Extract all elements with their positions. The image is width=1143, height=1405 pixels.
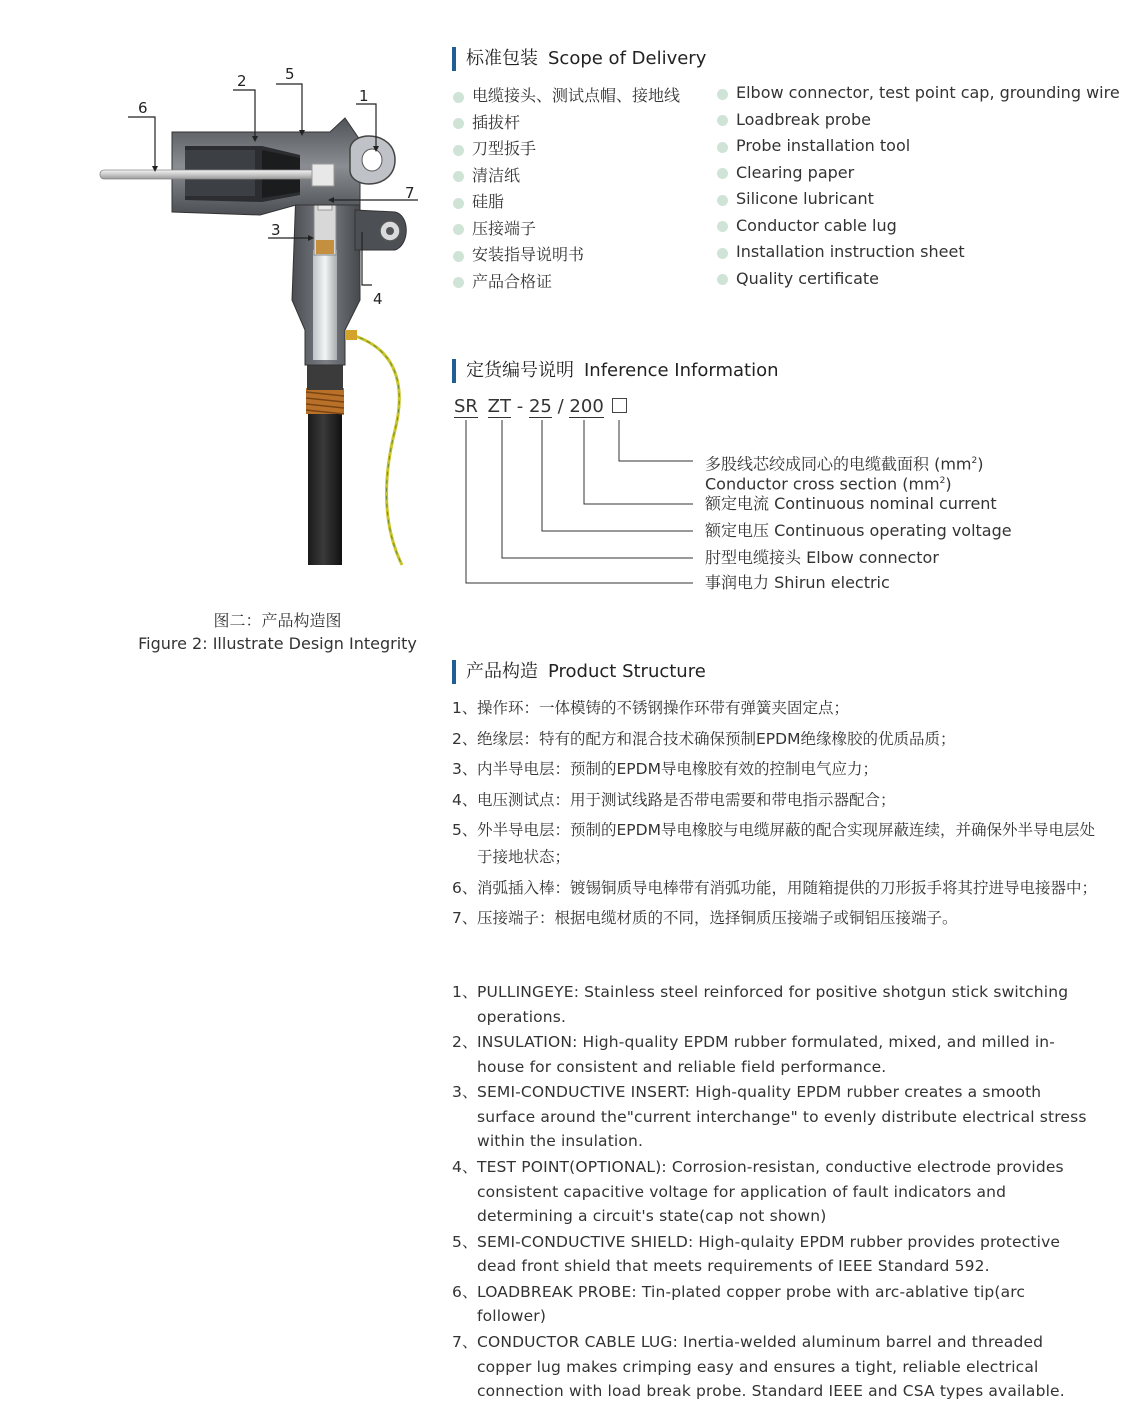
list-item: Conductor cable lug bbox=[717, 213, 1120, 240]
cable-jacket bbox=[308, 410, 342, 565]
scope-title-cn: 标准包装 bbox=[466, 48, 538, 69]
list-item: Elbow connector, test point cap, grounding wire bbox=[717, 80, 1120, 107]
list-item: 6、 消弧插入棒：镀锡铜质导电棒带有消弧功能，用随箱提供的刀形扳手将其拧进导电接器中； bbox=[452, 878, 1098, 897]
bullet-dot-icon bbox=[453, 224, 464, 235]
list-item: 3、 SEMI-CONDUCTIVE INSERT: High-quality EPDM rubber creates a smooth surface around the"current interchange" to evenly distribute electrical stress within the insulation. bbox=[452, 1083, 1087, 1151]
legend-current: 额定电流 Continuous nominal current bbox=[705, 494, 997, 513]
inference-title-cn: 定货编号说明 bbox=[466, 360, 574, 381]
legend-cross-section-en: Conductor cross section $(mm^2)$ bbox=[705, 474, 952, 494]
bullet-dot-icon bbox=[453, 145, 464, 156]
list-item: 4、 电压测试点：用于测试线路是否带电需要和带电指示器配合； bbox=[452, 790, 896, 809]
legend-elbow: 肘型电缆接头 Elbow connector bbox=[705, 548, 939, 567]
structure-list-en bbox=[452, 980, 1097, 1405]
code-part-brand: SR bbox=[454, 396, 478, 417]
inference-section-title bbox=[452, 359, 779, 383]
list-item: 硅脂 bbox=[453, 189, 680, 216]
inference-title-en: Inference Information bbox=[584, 360, 779, 381]
scope-section-title bbox=[452, 47, 706, 71]
callout-4: 4 bbox=[373, 290, 383, 308]
list-item: 6、 LOADBREAK PROBE: Tin-plated copper probe with arc-ablative tip(arc follower) bbox=[452, 1282, 1026, 1326]
scope-title-en: Scope of Delivery bbox=[548, 48, 707, 69]
list-item: 1、 PULLINGEYE: Stainless steel reinforced for positive shotgun stick switching operations. bbox=[452, 983, 1069, 1026]
list-item: 3、 内半导电层：预制的EPDM导电橡胶有效的控制电气应力； bbox=[452, 760, 878, 778]
grounding-wire bbox=[352, 335, 402, 565]
code-separator: / bbox=[557, 396, 564, 417]
bullet-dot-icon bbox=[453, 251, 464, 262]
bullet-dot-icon bbox=[717, 168, 728, 179]
bullet-dot-icon bbox=[453, 171, 464, 182]
list-item: Loadbreak probe bbox=[717, 107, 1120, 134]
list-item: 安装指导说明书 bbox=[453, 242, 680, 269]
scope-list-cn bbox=[453, 83, 680, 295]
code-separator: - bbox=[516, 396, 524, 417]
structure-title-cn: 产品构造 bbox=[466, 661, 538, 682]
list-item: 5、 外半导电层：预制的EPDM导电橡胶与电缆屏蔽的配合实现屏蔽连续，并确保外半导电层处于接地状态； bbox=[452, 821, 1095, 866]
list-item: Installation instruction sheet bbox=[717, 239, 1120, 266]
bullet-dot-icon bbox=[453, 92, 464, 103]
bullet-dot-icon bbox=[717, 248, 728, 259]
scope-list-en bbox=[717, 80, 1120, 292]
figure-caption-cn: 图二：产品构造图 bbox=[213, 611, 342, 630]
list-item: 压接端子 bbox=[453, 216, 680, 243]
code-part-type: ZT bbox=[487, 396, 511, 417]
bullet-dot-icon bbox=[453, 198, 464, 209]
code-leader-lines bbox=[450, 415, 700, 590]
list-item: 产品合格证 bbox=[453, 269, 680, 296]
code-part-voltage: 25 bbox=[528, 396, 552, 417]
loadbreak-probe bbox=[100, 170, 315, 179]
list-item: 电缆接头、测试点帽、接地线 bbox=[453, 83, 680, 110]
list-item: Quality certificate bbox=[717, 266, 1120, 293]
list-item: Probe installation tool bbox=[717, 133, 1120, 160]
bullet-dot-icon bbox=[717, 195, 728, 206]
code-placeholder-box-icon bbox=[612, 398, 627, 413]
figure-caption-en: Figure 2: Illustrate Design Integrity bbox=[138, 634, 417, 653]
bullet-dot-icon bbox=[717, 142, 728, 153]
structure-title-en: Product Structure bbox=[548, 661, 706, 682]
bullet-dot-icon bbox=[717, 89, 728, 100]
callout-1: 1 bbox=[359, 87, 369, 105]
list-item: 1、 操作环：一体模铸的不锈钢操作环带有弹簧夹固定点； bbox=[452, 699, 850, 717]
callout-3: 3 bbox=[271, 221, 281, 239]
elbow-connector-diagram bbox=[95, 60, 425, 580]
bullet-dot-icon bbox=[717, 274, 728, 285]
legend-brand: 事润电力 Shirun electric bbox=[705, 573, 890, 592]
legend-cross-section-cn: 多股线芯绞成同心的电缆截面积 $(mm^2)$ bbox=[705, 454, 984, 474]
list-item: 5、 SEMI-CONDUCTIVE SHIELD: High-qulaity EPDM rubber provides protective dead front shield that meets requirements of IEEE Standard 592. bbox=[452, 1232, 1061, 1276]
callout-5: 5 bbox=[285, 65, 295, 83]
code-part-current: 200 bbox=[569, 396, 604, 417]
structure-section-title bbox=[452, 660, 706, 684]
bullet-dot-icon bbox=[453, 118, 464, 129]
list-item: 刀型扳手 bbox=[453, 136, 680, 163]
legend-voltage: 额定电压 Continuous operating voltage bbox=[705, 521, 1012, 540]
list-item: Clearing paper bbox=[717, 160, 1120, 187]
bullet-dot-icon bbox=[717, 221, 728, 232]
list-item: 7、 CONDUCTOR CABLE LUG: Inertia-welded aluminum barrel and threaded copper lug makes crimping easy and ensures a tight, reliable electrical connection with load break probe. Standard IEEE and CSA types available. bbox=[452, 1333, 1065, 1401]
callout-2: 2 bbox=[237, 72, 247, 90]
list-item: 2、 绝缘层：特有的配方和混合技术确保预制EPDM绝缘橡胶的优质品质； bbox=[452, 729, 956, 748]
list-item: Silicone lubricant bbox=[717, 186, 1120, 213]
list-item: 2、 INSULATION: High-quality EPDM rubber formulated, mixed, and milled in-house for consistent and reliable field performance. bbox=[452, 1033, 1056, 1076]
structure-list-cn bbox=[452, 695, 1097, 936]
bullet-dot-icon bbox=[453, 277, 464, 288]
callout-7: 7 bbox=[405, 184, 415, 202]
cable-insulation bbox=[313, 250, 337, 360]
list-item: 插拔杆 bbox=[453, 110, 680, 137]
bullet-dot-icon bbox=[717, 115, 728, 126]
list-item: 4、 TEST POINT(OPTIONAL): Corrosion-resistan, conductive electrode provides consistent capacitive voltage for application of fault indicators and determining a circuit's state(cap not shown) bbox=[452, 1158, 1064, 1226]
list-item: 7、 压接端子：根据电缆材质的不同，选择铜质压接端子或铜铝压接端子。 bbox=[452, 909, 958, 927]
list-item: 清洁纸 bbox=[453, 163, 680, 190]
callout-6: 6 bbox=[138, 99, 148, 117]
